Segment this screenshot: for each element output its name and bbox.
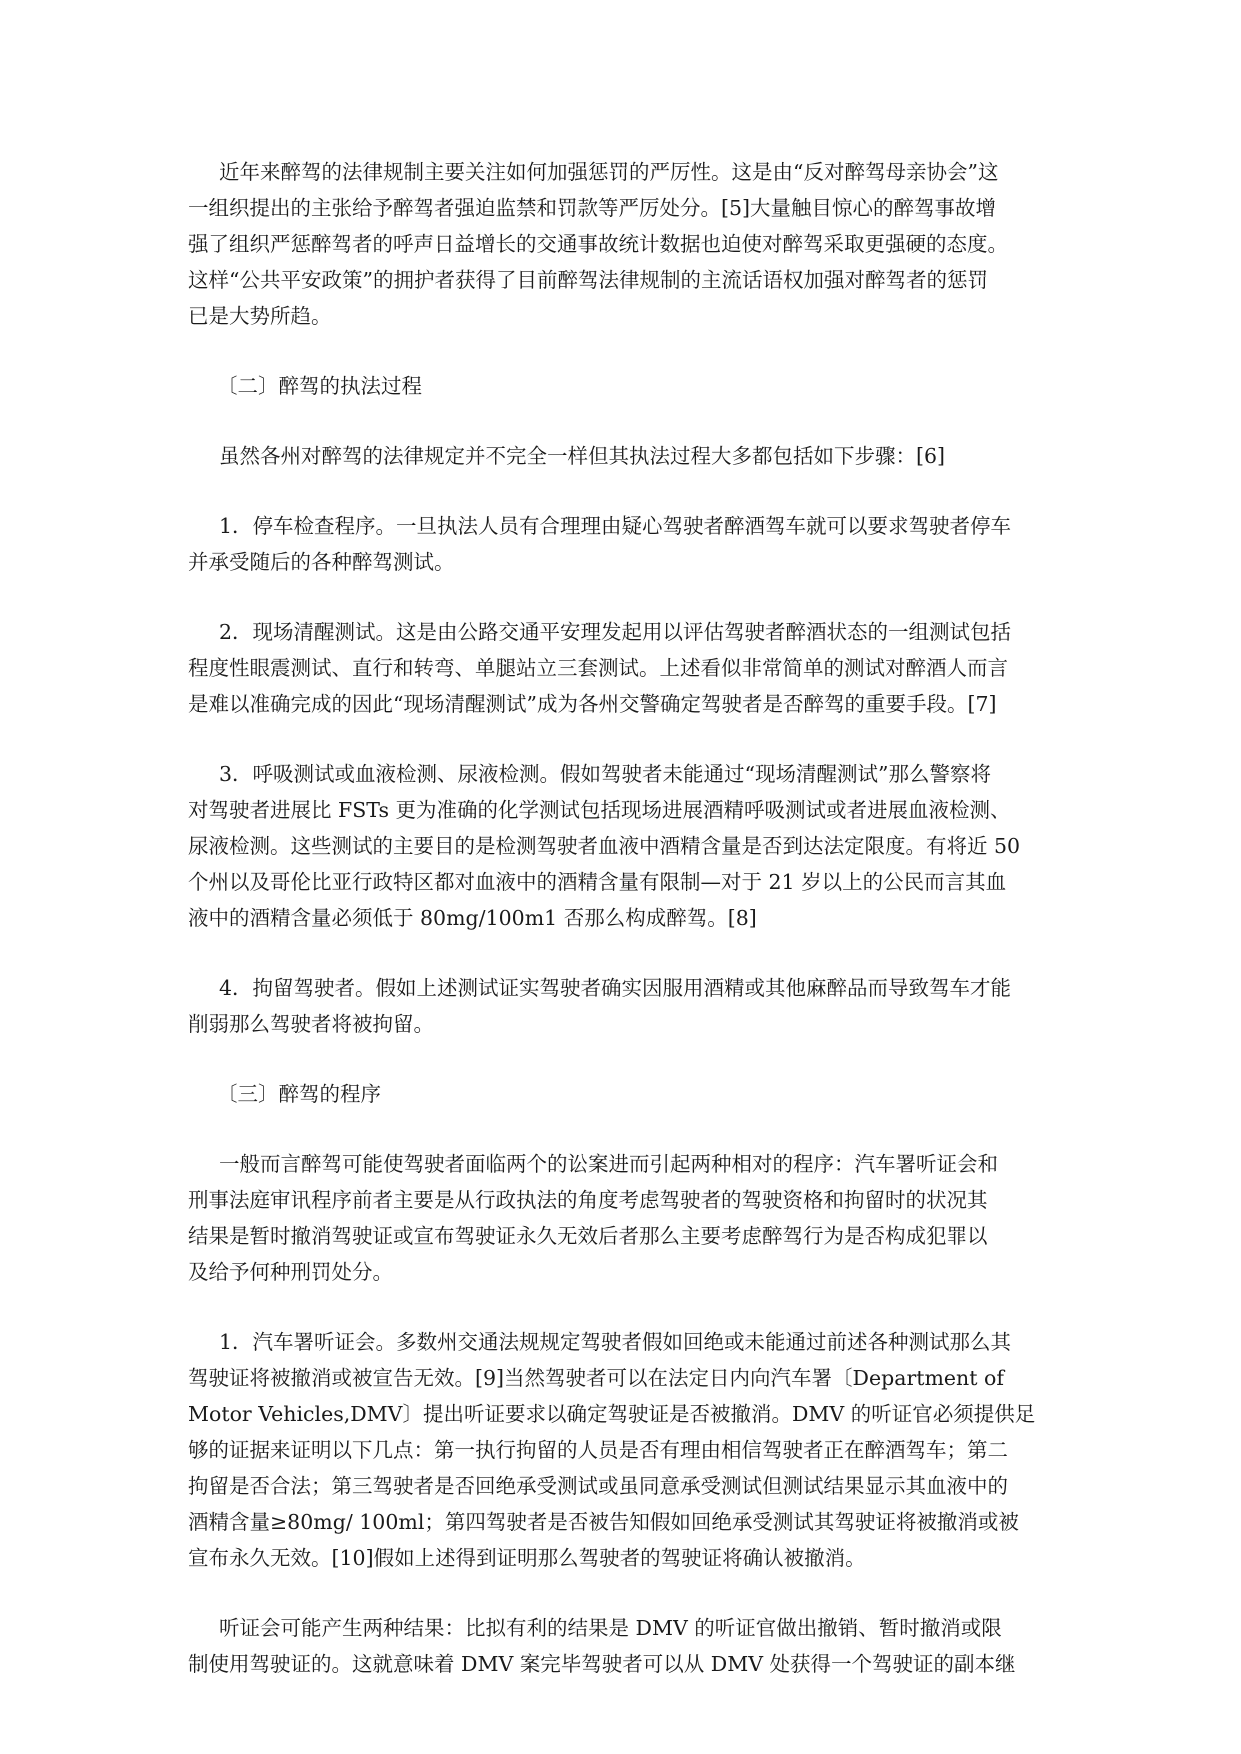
text-line: 宣布永久无效。[10]假如上述得到证明那么驾驶者的驾驶证将确认被撤消。 — [188, 1546, 866, 1570]
text-line: 尿液检测。这些测试的主要目的是检测驾驶者血液中酒精含量是否到达法定限度。有将近 50 — [188, 834, 1021, 858]
text-line: 及给予何种刑罚处分。 — [188, 1260, 393, 1284]
paragraph-step-2 — [188, 614, 1054, 722]
text-line: 驾驶证将被撤消或被宣告无效。[9]当然驾驶者可以在法定日内向汽车署〔Department of — [188, 1366, 1004, 1390]
text-line: 对驾驶者进展比 FSTs 更为准确的化学测试包括现场进展酒精呼吸测试或者进展血液检测、 — [188, 798, 1011, 822]
document-page — [188, 154, 1054, 1682]
text-line: 虽然各州对醉驾的法律规定并不完全一样但其执法过程大多都包括如下步骤：[6] — [219, 444, 946, 468]
text-line: 削弱那么驾驶者将被拘留。 — [188, 1012, 434, 1036]
text-line: 这样“公共平安政策”的拥护者获得了目前醉驾法律规制的主流话语权加强对醉驾者的惩罚 — [188, 268, 988, 292]
text-line: Motor Vehicles,DMV〕提出听证要求以确定驾驶证是否被撤消。DMV 的听证官必须提供足 — [188, 1402, 1036, 1426]
text-line: 拘留是否合法；第三驾驶者是否回绝承受测试或虽同意承受测试但测试结果显示其血液中的 — [188, 1474, 1008, 1498]
text-line: 酒精含量≥80mg/ 100ml；第四驾驶者是否被告知假如回绝承受测试其驾驶证将被撤消或被 — [188, 1510, 1019, 1534]
heading-text: 〔二〕醉驾的执法过程 — [217, 374, 422, 398]
paragraph-intro — [188, 154, 1054, 334]
paragraph-step-4 — [188, 970, 1054, 1042]
paragraph-step-3 — [188, 756, 1054, 936]
paragraph-dmv-hearing — [188, 1324, 1054, 1576]
text-line: 1．汽车署听证会。多数州交通法规规定驾驶者假如回绝或未能通过前述各种测试那么其 — [219, 1330, 1012, 1354]
text-line: 3．呼吸测试或血液检测、尿液检测。假如驾驶者未能通过“现场清醒测试”那么警察将 — [219, 762, 992, 786]
text-line: 刑事法庭审讯程序前者主要是从行政执法的角度考虑驾驶者的驾驶资格和拘留时的状况其 — [188, 1188, 988, 1212]
paragraph-step-1 — [188, 508, 1054, 580]
paragraph-procedures — [188, 1146, 1054, 1290]
text-line: 听证会可能产生两种结果：比拟有利的结果是 DMV 的听证官做出撤销、暂时撤消或限 — [219, 1616, 1002, 1640]
text-line: 已是大势所趋。 — [188, 304, 332, 328]
section-heading-2 — [188, 368, 1054, 404]
text-line: 并承受随后的各种醉驾测试。 — [188, 550, 455, 574]
text-line: 4．拘留驾驶者。假如上述测试证实驾驶者确实因服用酒精或其他麻醉品而导致驾车才能 — [219, 976, 1012, 1000]
section-heading-3 — [188, 1076, 1054, 1112]
text-line: 程度性眼震测试、直行和转弯、单腿站立三套测试。上述看似非常简单的测试对醉酒人而言 — [188, 656, 1008, 680]
text-line: 2．现场清醒测试。这是由公路交通平安理发起用以评估驾驶者醉酒状态的一组测试包括 — [219, 620, 1012, 644]
text-line: 个州以及哥伦比亚行政特区都对血液中的酒精含量有限制—对于 21 岁以上的公民而言其血 — [188, 870, 1007, 894]
paragraph-steps-intro — [188, 438, 1054, 474]
text-line: 1．停车检查程序。一旦执法人员有合理理由疑心驾驶者醉酒驾车就可以要求驾驶者停车 — [219, 514, 1012, 538]
heading-text: 〔三〕醉驾的程序 — [217, 1082, 381, 1106]
text-line: 够的证据来证明以下几点：第一执行拘留的人员是否有理由相信驾驶者正在醉酒驾车；第二 — [188, 1438, 1008, 1462]
text-line: 近年来醉驾的法律规制主要关注如何加强惩罚的严厉性。这是由“反对醉驾母亲协会”这 — [219, 160, 999, 184]
text-line: 一组织提出的主张给予醉驾者强迫监禁和罚款等严厉处分。[5]大量触目惊心的醉驾事故增 — [188, 196, 997, 220]
text-line: 结果是暂时撤消驾驶证或宣布驾驶证永久无效后者那么主要考虑醉驾行为是否构成犯罪以 — [188, 1224, 988, 1248]
paragraph-hearing-results — [188, 1610, 1054, 1682]
text-line: 液中的酒精含量必须低于 80mg/100m1 否那么构成醉驾。[8] — [188, 906, 757, 930]
text-line: 是难以准确完成的因此“现场清醒测试”成为各州交警确定驾驶者是否醉驾的重要手段。[7] — [188, 692, 997, 716]
text-line: 一般而言醉驾可能使驾驶者面临两个的讼案进而引起两种相对的程序：汽车署听证会和 — [219, 1152, 998, 1176]
text-line: 强了组织严惩醉驾者的呼声日益增长的交通事故统计数据也迫使对醉驾采取更强硬的态度。 — [188, 232, 1008, 256]
text-line: 制使用驾驶证的。这就意味着 DMV 案完毕驾驶者可以从 DMV 处获得一个驾驶证的副本继 — [188, 1652, 1016, 1676]
